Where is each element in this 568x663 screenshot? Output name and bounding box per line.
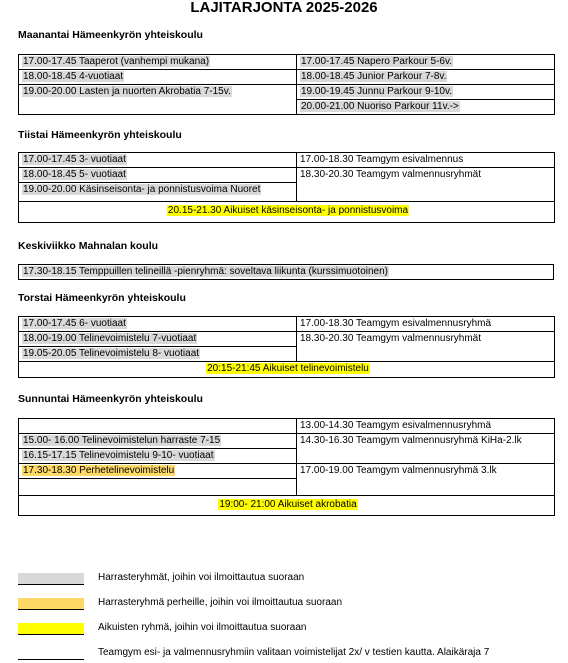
sunday-heading: Sunnuntai Hämeenkyrön yhteiskoulu bbox=[18, 393, 203, 405]
thursday-left-2: 18.00-19.00 Telinevoimistelu 7-vuotiaat bbox=[19, 332, 297, 347]
legend-swatch-white bbox=[18, 648, 84, 660]
monday-heading: Maanantai Hämeenkyrön yhteiskoulu bbox=[18, 29, 203, 41]
sunday-left-2: 16.15-17.15 Telinevoimistelu 9-10- vuotiaat bbox=[19, 449, 297, 464]
wednesday-row: 17.30-18.15 Temppuillen telineillä -pienryhmä: soveltava liikunta (kurssimuotoinen) bbox=[19, 265, 554, 280]
monday-right-3: 19.00-19.45 Junnu Parkour 9-10v. bbox=[297, 85, 555, 100]
thursday-left-3: 19.05-20.05 Telinevoimistelu 8- vuotiaat bbox=[19, 347, 297, 362]
tuesday-right-2: 18.30-20.30 Teamgym valmennusryhmät bbox=[297, 168, 555, 202]
monday-right-2: 18.00-18.45 Junior Parkour 7-8v. bbox=[297, 70, 555, 85]
sunday-right-3: 17.00-19.00 Teamgym valmennusryhmä 3.lk bbox=[297, 464, 555, 496]
monday-right-4: 20.00-21.00 Nuoriso Parkour 11v.-> bbox=[297, 100, 555, 115]
sunday-table bbox=[18, 418, 555, 516]
monday-left-3: 19.00-20.00 Lasten ja nuorten Akrobatia 7-15v. bbox=[19, 85, 297, 115]
wednesday-heading: Keskiviikko Mahnalan koulu bbox=[18, 240, 159, 252]
monday-right-1: 17.00-17.45 Napero Parkour 5-6v. bbox=[297, 55, 555, 70]
legend-hobby bbox=[18, 573, 558, 587]
thursday-heading: Torstai Hämeenkyrön yhteiskoulu bbox=[18, 292, 186, 304]
tuesday-left-1: 17.00-17.45 3- vuotiaat bbox=[19, 153, 297, 168]
page-title: LAJITARJONTA 2025-2026 bbox=[190, 0, 378, 16]
legend-teamgym bbox=[18, 648, 558, 662]
tuesday-heading: Tiistai Hämeenkyrön yhteiskoulu bbox=[18, 129, 182, 141]
monday-left-1: 17.00-17.45 Taaperot (vanhempi mukana) bbox=[19, 55, 297, 70]
legend-hobby-text: Harrasteryhmät, joihin voi ilmoittautua suoraan bbox=[98, 572, 305, 583]
thursday-table bbox=[18, 316, 555, 378]
sunday-left-1: 15.00- 16.00 Telinevoimistelun harraste 7-15 bbox=[19, 434, 297, 449]
tuesday-left-2: 18.00-18.45 5- vuotiaat bbox=[19, 168, 297, 183]
sunday-adults: 19:00- 21:00 Aikuiset akrobatia bbox=[19, 496, 555, 516]
sunday-right-2: 14.30-16.30 Teamgym valmennusryhmä KiHa-2.lk bbox=[297, 434, 555, 464]
sunday-right-1: 13.00-14.30 Teamgym esivalmennusryhmä bbox=[297, 419, 555, 434]
tuesday-adults: 20.15-21.30 Aikuiset käsinseisonta- ja ponnistusvoima bbox=[19, 202, 555, 223]
legend-adults bbox=[18, 623, 558, 637]
legend-family bbox=[18, 598, 558, 612]
thursday-right-2: 18.30-20.30 Teamgym valmennusryhmät bbox=[297, 332, 555, 362]
wednesday-table bbox=[18, 264, 554, 280]
sunday-left-empty bbox=[19, 419, 297, 434]
legend-swatch-gray bbox=[18, 573, 84, 585]
thursday-adults: 20:15-21:45 Aikuiset telinevoimistelu bbox=[19, 362, 555, 378]
tuesday-right-1: 17.00-18.30 Teamgym esivalmennus bbox=[297, 153, 555, 168]
legend-swatch-yellow bbox=[18, 623, 84, 635]
thursday-right-1: 17.00-18.30 Teamgym esivalmennusryhmä bbox=[297, 317, 555, 332]
legend-family-text: Harrasteryhmä perheille, joihin voi ilmoittautua suoraan bbox=[98, 597, 343, 608]
monday-table bbox=[18, 54, 555, 115]
legend-teamgym-text: Teamgym esi- ja valmennusryhmiin valitaan voimistelijat 2x/ v testien kautta. Alaikäraja 7 bbox=[98, 647, 490, 658]
thursday-left-1: 17.00-17.45 6- vuotiaat bbox=[19, 317, 297, 332]
tuesday-table bbox=[18, 152, 555, 223]
legend-swatch-orange bbox=[18, 598, 84, 610]
monday-left-2: 18.00-18.45 4-vuotiaat bbox=[19, 70, 297, 85]
sunday-left-3: 17.30-18.30 Perhetelinevoimistelu bbox=[19, 464, 297, 479]
legend-adults-text: Aikuisten ryhmä, joihin voi ilmoittautua suoraan bbox=[98, 622, 307, 633]
tuesday-left-3: 19.00-20.00 Käsinseisonta- ja ponnistusvoima Nuoret bbox=[19, 183, 297, 202]
sunday-left-empty-2 bbox=[19, 479, 297, 496]
